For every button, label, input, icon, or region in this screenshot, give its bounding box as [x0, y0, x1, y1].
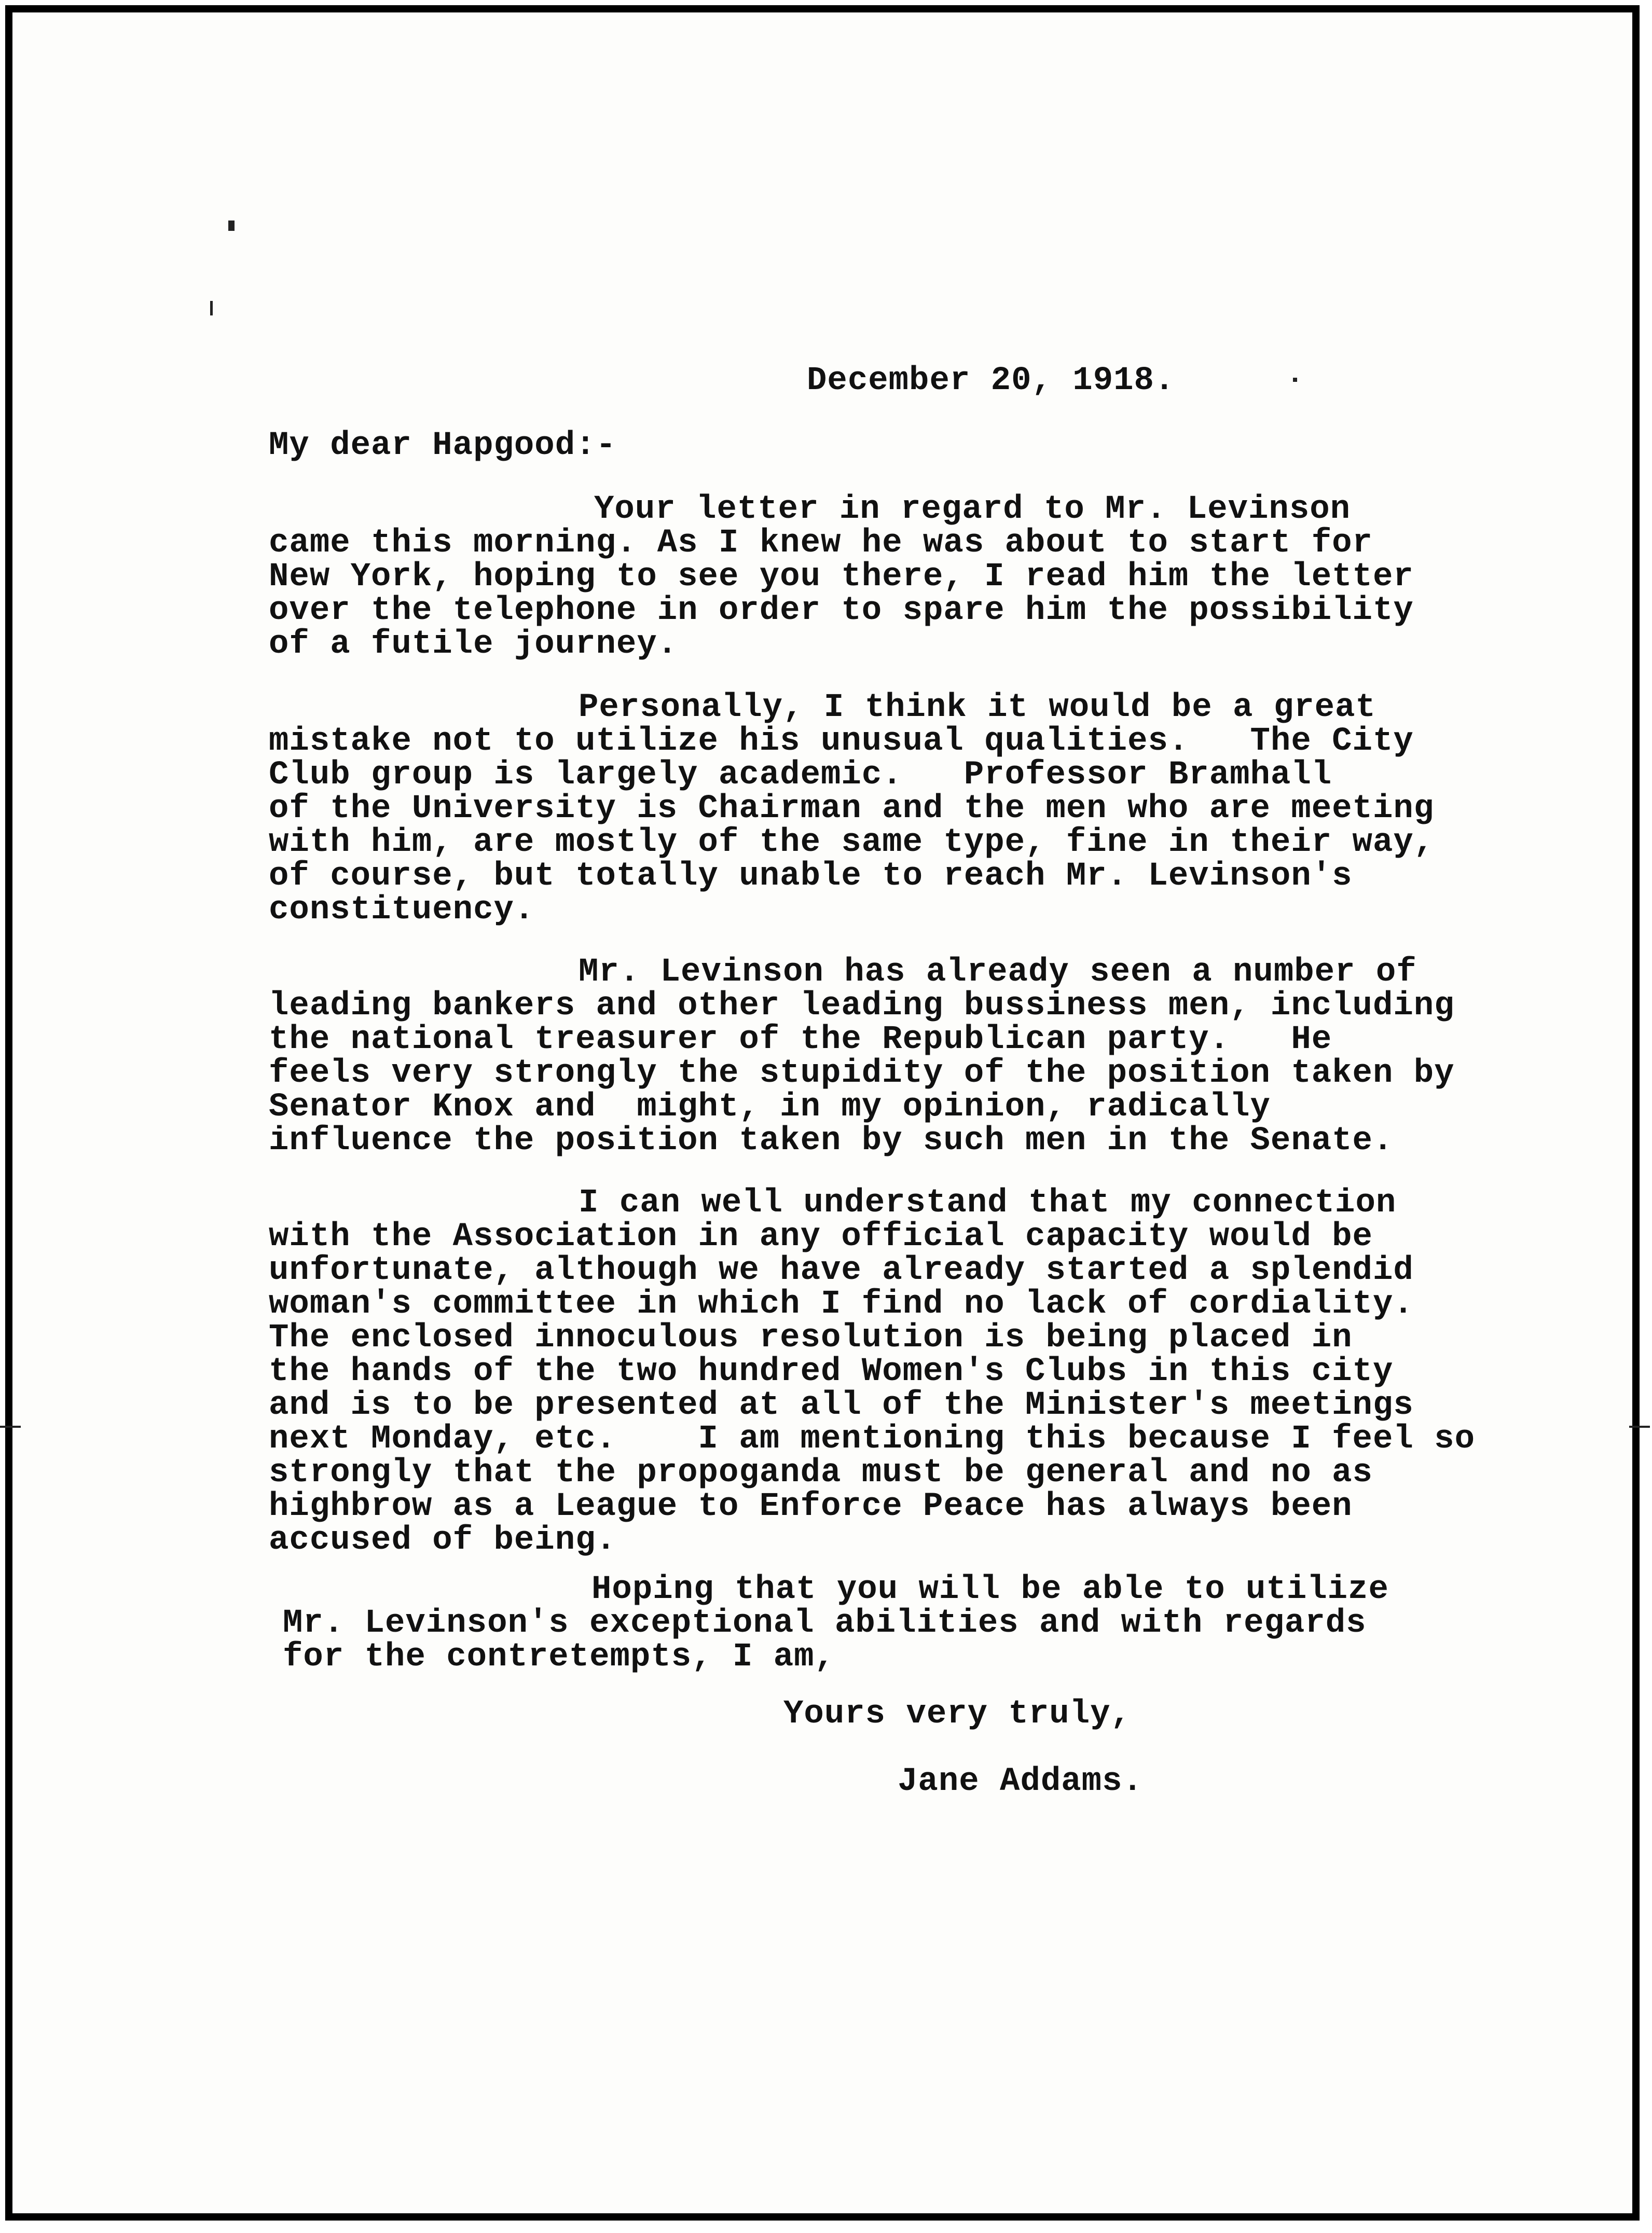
paragraph-3-line-6: influence the position taken by such men in the Senate. — [269, 1122, 1394, 1160]
paragraph-4-line-1: I can well understand that my connection — [579, 1184, 1397, 1222]
paragraph-1-line-5: of a futile journey. — [269, 626, 678, 663]
paragraph-1-line-2: came this morning. As I knew he was about to start for — [269, 525, 1373, 562]
paragraph-1-line-4: over the telephone in order to spare him the possibility — [269, 592, 1414, 629]
paragraph-4-line-9: strongly that the propoganda must be general and no as — [269, 1454, 1373, 1492]
paragraph-4-line-2: with the Association in any official capacity would be — [269, 1218, 1373, 1256]
paragraph-4-line-5: The enclosed innoculous resolution is being placed in — [269, 1319, 1353, 1357]
paragraph-3-line-3: the national treasurer of the Republican party. He — [269, 1021, 1332, 1058]
letter-signature: Jane Addams. — [898, 1763, 1143, 1800]
paragraph-2-line-3: Club group is largely academic. Professor Bramhall — [269, 756, 1332, 794]
paragraph-2-line-1: Personally, I think it would be a great — [579, 689, 1376, 726]
paragraph-3-line-1: Mr. Levinson has already seen a number of — [579, 954, 1417, 991]
paragraph-1-line-1: Your letter in regard to Mr. Levinson — [594, 491, 1351, 528]
paragraph-3-line-2: leading bankers and other leading bussiness men, including — [269, 987, 1455, 1025]
paragraph-2-line-2: mistake not to utilize his unusual qualities. The City — [269, 723, 1414, 760]
paragraph-4-line-6: the hands of the two hundred Women's Clubs in this city — [269, 1353, 1394, 1390]
letter-closing: Yours very truly, — [783, 1696, 1131, 1733]
paragraph-2-line-7: constituency. — [269, 891, 535, 929]
letter-salutation: My dear Hapgood:- — [269, 427, 616, 464]
letter-date: December 20, 1918. — [807, 362, 1175, 399]
paragraph-3-line-4: feels very strongly the stupidity of the position taken by — [269, 1055, 1455, 1092]
paragraph-4-line-3: unfortunate, although we have already started a splendid — [269, 1252, 1414, 1289]
paragraph-4-line-4: woman's committee in which I find no lack of cordiality. — [269, 1286, 1414, 1323]
paragraph-4-line-10: highbrow as a League to Enforce Peace has always been — [269, 1488, 1353, 1525]
paragraph-5-line-1: Hoping that you will be able to utilize — [591, 1571, 1389, 1608]
paragraph-1-line-3: New York, hoping to see you there, I read him the letter — [269, 558, 1414, 596]
paragraph-3-line-5: Senator Knox and might, in my opinion, radically — [269, 1088, 1271, 1126]
paragraph-4-line-8: next Monday, etc. I am mentioning this because I feel so — [269, 1421, 1475, 1458]
paragraph-2-line-6: of course, but totally unable to reach Mr. Levinson's — [269, 858, 1353, 895]
paragraph-2-line-5: with him, are mostly of the same type, fine in their way, — [269, 824, 1435, 861]
paragraph-5-line-2: Mr. Levinson's exceptional abilities and with regards — [283, 1605, 1367, 1642]
paragraph-4-line-7: and is to be presented at all of the Minister's meetings — [269, 1387, 1414, 1424]
paragraph-5-line-3: for the contretempts, I am, — [283, 1638, 835, 1676]
paragraph-2-line-4: of the University is Chairman and the men who are meeting — [269, 790, 1435, 828]
paragraph-4-line-11: accused of being. — [269, 1522, 616, 1559]
